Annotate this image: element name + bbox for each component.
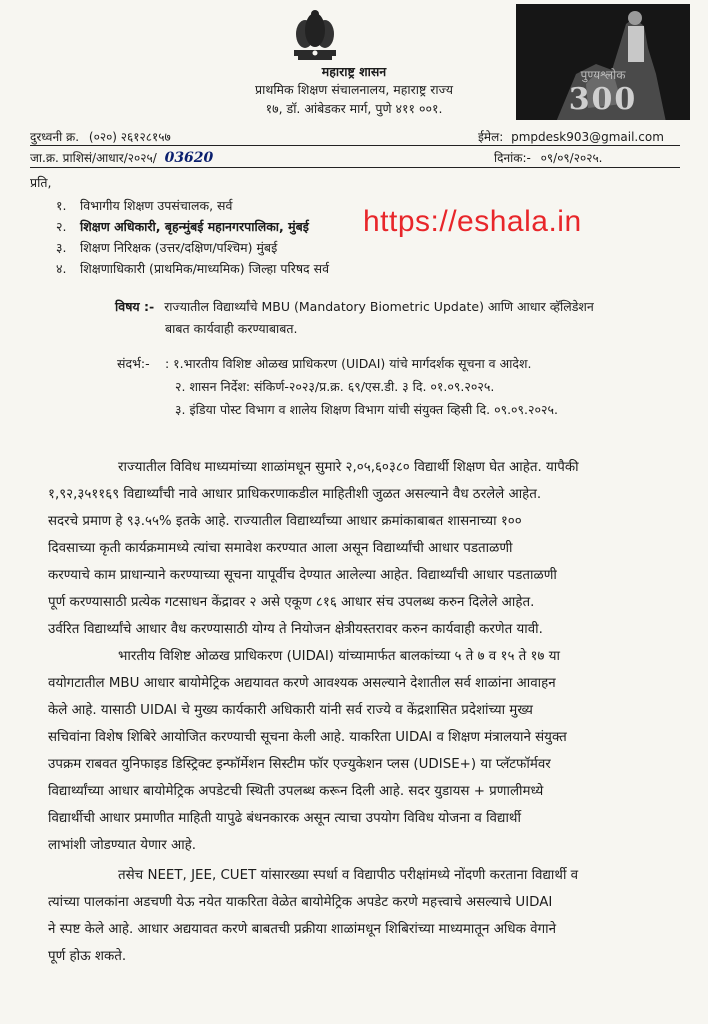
org-address: १७, डॉ. आंबेडकर मार्ग, पुणे ४११ ००१. xyxy=(265,101,443,116)
reference-number-handwritten: 03620 xyxy=(164,150,214,166)
ashoka-emblem-icon xyxy=(288,6,342,64)
recipient-text: विभागीय शिक्षण उपसंचालक, सर्व xyxy=(80,198,233,213)
punyashlok-300-logo xyxy=(516,4,690,120)
body-line: विद्यार्थ्यांच्या आधार बायोमेट्रिक अपडेटची स्थिती उपलब्ध करून दिली आहे. सदर युडायस + प्रणालीमध्ये xyxy=(48,784,544,799)
date-value: ०९/०९/२०२५. xyxy=(540,151,603,165)
body-line: करण्याचे काम प्राधान्याने करण्याच्या सूचना यापूर्वीच देण्यात आलेल्या आहेत. विद्यार्थ्यांची आधार पडताळणी xyxy=(48,568,557,583)
body-line: राज्यातील विविध माध्यमांच्या शाळांमधून सुमारे २,०५,६०३८० विद्यार्थी शिक्षण घेत आहेत. यापैकी xyxy=(118,460,579,475)
reference-item: : १.भारतीय विशिष्ट ओळख प्राधिकरण (UIDAI) यांचे मार्गदर्शक सूचना व आदेश. xyxy=(165,356,532,371)
body-line: उपक्रम राबवत युनिफाइड डिस्ट्रिक्ट इन्फॉर्मेशन सिस्टीम फॉर एज्युकेशन प्लस (UDISE+) या प्लॅटफॉर्मवर xyxy=(48,757,551,772)
recipient-text: शिक्षण निरिक्षक (उत्तर/दक्षिण/पश्चिम) मुंबई xyxy=(80,240,278,255)
reference-item: २. शासन निर्देश: संकिर्ण-२०२३/प्र.क्र. ६९/एस.डी. ३ दि. ०१.०९.२०२५. xyxy=(175,379,495,394)
recipient-item xyxy=(56,218,309,235)
body-line: उर्वरित विद्यार्थ्यांचे आधार वैध करण्यासाठी योग्य ते नियोजन क्षेत्रीयस्तरावर करुन कार्यवाही करणेत यावी. xyxy=(48,622,543,637)
body-line: भारतीय विशिष्ट ओळख प्राधिकरण (UIDAI) यांच्यामार्फत बालकांच्या ५ ते ७ व १५ ते १७ या xyxy=(118,649,560,664)
logo-300-text: 300 xyxy=(568,82,638,117)
recipient-text: शिक्षणाधिकारी (प्राथमिक/माध्यमिक) जिल्हा परिषद सर्व xyxy=(80,261,330,276)
body-line: पूर्ण करण्यासाठी प्रत्येक गटसाधन केंद्रावर २ असे एकूण ८१६ आधार संच उपलब्ध करुन दिलेले आहेत. xyxy=(48,595,535,610)
body-line: विद्यार्थीची आधार प्रमाणीत माहिती यापुढे बंधनकारक असून त्याचा उपयोग विविध योजना व विद्यार्थी xyxy=(48,811,521,826)
body-line: दिवसाच्या कृती कार्यक्रमामध्ये त्यांचा समावेश करण्यात आला असून विद्यार्थ्यांची आधार पडताळणी xyxy=(48,541,513,556)
body-line: १,९२,३५११६९ विद्यार्थ्यांची नावे आधार प्राधिकरणाकडील माहितीशी जुळत असल्याने वैध ठरलेले आहेत. xyxy=(48,487,542,502)
email-address: pmpdesk903@gmail.com xyxy=(511,130,664,144)
recipient-item xyxy=(56,260,330,277)
references-label: संदर्भ:- xyxy=(117,356,150,371)
email-line xyxy=(478,128,664,145)
body-line: लाभांशी जोडण्यात येणार आहे. xyxy=(48,838,197,853)
logo-caption: पुण्यश्लोक xyxy=(580,68,626,82)
watermark-link[interactable]: https://eshala.in xyxy=(363,205,582,238)
body-line: सदरचे प्रमाण हे ९३.५५% इतके आहे. राज्यातील विद्यार्थ्यांच्या आधार क्रमांकाबाबत शासनाच्या १०० xyxy=(48,514,522,529)
body-line: त्यांच्या पालकांना अडचणी येऊ नयेत याकरिता वेळेत बायोमेट्रिक अपडेट करणे महत्त्वाचे असल्याचे UIDAI xyxy=(48,895,553,910)
date-line xyxy=(494,149,603,166)
reference-number-line xyxy=(30,149,213,166)
reference-number-label: जा.क्र. प्राशिसं/आधार/२०२५/ xyxy=(30,151,157,165)
recipient-item xyxy=(56,197,233,214)
subject-line xyxy=(115,298,594,315)
org-name: महाराष्ट्र शासन xyxy=(321,64,387,79)
body-line: वयोगटातील MBU आधार बायोमेट्रिक अद्ययावत करणे आवश्यक असल्याने देशातील सर्व शाळांना आवाहन xyxy=(48,676,556,691)
header-divider xyxy=(30,145,680,146)
recipient-text: शिक्षण अधिकारी, बृहन्मुंबई महानगरपालिका, मुंबई xyxy=(80,219,309,234)
recipient-num: २. xyxy=(56,219,67,234)
recipient-item xyxy=(56,239,278,256)
recipient-num: ४. xyxy=(56,261,67,276)
org-department: प्राथमिक शिक्षण संचालनालय, महाराष्ट्र राज्य xyxy=(254,82,453,97)
recipients-heading: प्रति, xyxy=(30,175,52,190)
body-line: पूर्ण होऊ शकते. xyxy=(48,949,127,964)
subject-label: विषय :- xyxy=(115,299,155,314)
reference-item: ३. इंडिया पोस्ट विभाग व शालेय शिक्षण विभाग यांची संयुक्त व्हिसी दि. ०९.०९.२०२५. xyxy=(175,402,558,417)
subject-text-1: राज्यातील विद्यार्थ्यांचे MBU (Mandatory Biometric Update) आणि आधार व्हॅलिडेशन xyxy=(164,299,594,314)
body-line: ने स्पष्ट केले आहे. आधार अद्ययावत करणे बाबतची प्रक्रीया शाळांमधून शिबिरांच्या माध्यमातून अधिक वेगाने xyxy=(48,922,557,937)
body-line: केले आहे. यासाठी UIDAI चे मुख्य कार्यकारी अधिकारी यांनी सर्व राज्ये व केंद्रशासित प्रदेशांच्या मुख्य xyxy=(48,703,533,718)
phone-number: (०२०) २६१२८१५७ xyxy=(88,130,171,144)
phone-label: दुरध्वनी क्र. xyxy=(30,130,80,144)
ref-divider xyxy=(30,167,680,168)
recipient-num: १. xyxy=(56,198,67,213)
phone-line xyxy=(30,128,171,145)
body-line: तसेच NEET, JEE, CUET यांसारख्या स्पर्धा व विद्यापीठ परीक्षांमध्ये नोंदणी करताना विद्यार्थी व xyxy=(118,868,579,883)
date-label: दिनांक:- xyxy=(494,151,531,165)
subject-text-2: बाबत कार्यवाही करण्याबाबत. xyxy=(165,321,298,336)
email-label: ईमेल: xyxy=(478,130,504,144)
recipient-num: ३. xyxy=(56,240,67,255)
body-line: सचिवांना विशेष शिबिरे आयोजित करण्याची सूचना केली आहे. याकरिता UIDAI व शिक्षण मंत्रालयाने संयुक्त xyxy=(48,730,567,745)
